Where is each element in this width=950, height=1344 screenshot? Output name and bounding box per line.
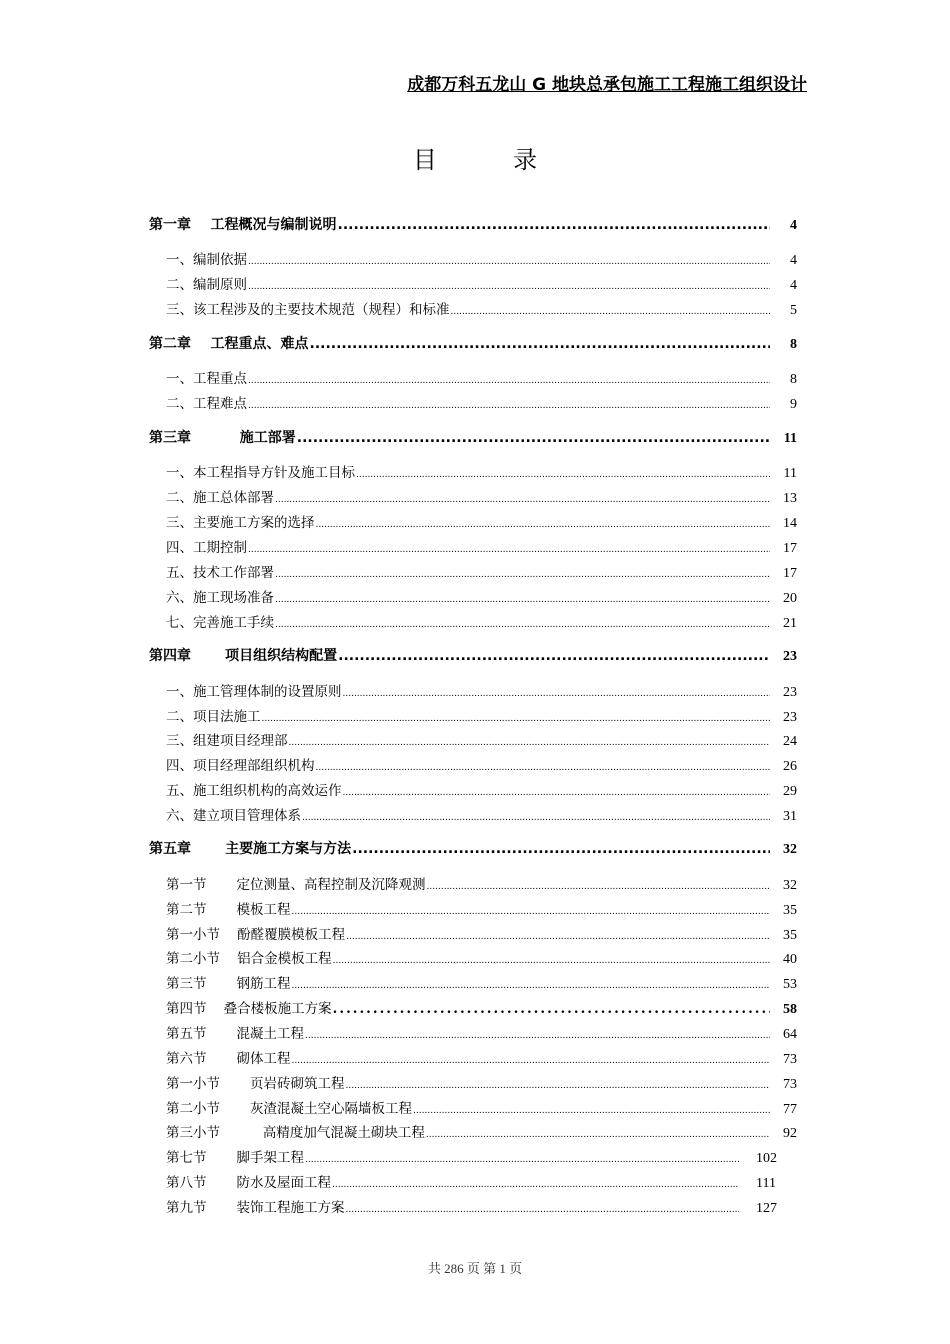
toc-entry-page-number: 40: [783, 952, 797, 967]
dot-leader: [333, 1001, 770, 1017]
toc-entry-label: 第六节 砌体工程: [166, 1051, 291, 1067]
toc-section-entry[interactable]: [166, 705, 797, 727]
dot-leader: [343, 788, 771, 798]
toc-entry-label: 第四章 项目组织结构配置: [149, 648, 338, 664]
toc-entry-page-number: 35: [783, 903, 797, 918]
toc-entry-page-number: 11: [783, 466, 797, 481]
toc-section-entry[interactable]: [166, 972, 797, 994]
dot-leader: [248, 376, 770, 386]
toc-entry-label: 一、工程重点: [166, 371, 247, 387]
toc-entry-page-number: 14: [783, 516, 797, 531]
toc-entry-page-number: 23: [783, 685, 797, 700]
toc-section-entry[interactable]: [166, 298, 797, 320]
toc-section-entry[interactable]: [166, 1121, 797, 1143]
dot-leader: [310, 336, 771, 352]
toc-entry-label: 第五节 混凝土工程: [166, 1026, 305, 1042]
toc-section-entry[interactable]: [166, 248, 797, 270]
toc-entry-page-number: 8: [790, 337, 797, 352]
dot-leader: [262, 714, 771, 724]
toc-entry-label: 二、项目法施工: [166, 709, 261, 725]
toc-section-entry[interactable]: [166, 729, 797, 751]
toc-entry-label: 第二节 模板工程: [166, 902, 291, 918]
toc-entry-page-number: 24: [783, 734, 797, 749]
toc-entry-page-number: 111: [756, 1176, 776, 1191]
toc-entry-page-number: 4: [790, 253, 797, 268]
toc-section-entry[interactable]: [166, 923, 797, 945]
toc-entry-label: 三、该工程涉及的主要技术规范（规程）和标准: [166, 302, 450, 318]
toc-section-entry[interactable]: [166, 804, 797, 826]
dot-leader: [352, 841, 770, 857]
page-footer: 共 286 页 第 1 页: [427, 1261, 523, 1276]
toc-section-entry[interactable]: [166, 1171, 792, 1193]
toc-section-entry[interactable]: [166, 1196, 792, 1218]
toc-entry-label: 一、施工管理体制的设置原则: [166, 684, 342, 700]
toc-section-entry[interactable]: [166, 392, 797, 414]
dot-leader: [275, 495, 770, 505]
toc-entry-label: 四、项目经理部组织机构: [166, 758, 315, 774]
toc-entry-page-number: 5: [790, 303, 797, 318]
toc-entry-label: 二、工程难点: [166, 396, 247, 412]
dot-leader: [427, 882, 770, 892]
toc-entry-label: 第一小节 页岩砖砌筑工程: [166, 1076, 345, 1092]
toc-entry-label: 六、施工现场准备: [166, 590, 274, 606]
toc-section-entry[interactable]: [166, 273, 797, 295]
toc-section-entry[interactable]: [166, 1022, 797, 1044]
toc-section-entry[interactable]: [166, 754, 797, 776]
dot-leader: [275, 620, 770, 630]
dot-leader: [346, 1081, 770, 1091]
toc-section-entry[interactable]: [166, 997, 797, 1019]
toc-section-entry[interactable]: [166, 611, 797, 633]
toc-entry-label: 第二小节 铝合金模板工程: [166, 951, 332, 967]
toc-entry-page-number: 32: [783, 842, 797, 857]
toc-entry-page-number: 102: [756, 1151, 777, 1166]
toc-entry-label: 第三节 钢筋工程: [166, 976, 291, 992]
toc-entry-label: 五、施工组织机构的高效运作: [166, 783, 342, 799]
dot-leader: [305, 1155, 739, 1165]
toc-entry-page-number: 77: [783, 1102, 797, 1117]
dot-leader: [451, 307, 771, 317]
toc-entry-page-number: 29: [783, 784, 797, 799]
toc-section-entry[interactable]: [166, 367, 797, 389]
dot-leader: [248, 257, 770, 267]
toc-entry-label: 第一小节 酚醛覆膜模板工程: [166, 927, 346, 943]
toc-entry-label: 第四节 叠合楼板施工方案: [166, 1001, 332, 1017]
toc-entry-label: 第一章 工程概况与编制说明: [149, 217, 337, 233]
toc-entry-label: 第三小节 高精度加气混凝土砌块工程: [166, 1125, 425, 1141]
toc-entry-page-number: 17: [783, 541, 797, 556]
toc-entry-page-number: 32: [783, 878, 797, 893]
toc-entry-page-number: 17: [783, 566, 797, 581]
dot-leader: [297, 430, 770, 446]
dot-leader: [248, 545, 770, 555]
toc-entry-page-number: 11: [783, 431, 797, 446]
toc-entry-page-number: 26: [783, 759, 797, 774]
dot-leader: [332, 1180, 739, 1190]
toc-section-entry[interactable]: [166, 1146, 792, 1168]
toc-entry-page-number: 127: [756, 1201, 777, 1216]
toc-entry-label: 三、组建项目经理部: [166, 733, 288, 749]
dot-leader: [248, 282, 770, 292]
dot-leader: [338, 648, 770, 664]
dot-leader: [426, 1130, 770, 1140]
toc-section-entry[interactable]: [166, 873, 797, 895]
toc-entry-page-number: 53: [783, 977, 797, 992]
toc-entry-label: 六、建立项目管理体系: [166, 808, 301, 824]
toc-entry-page-number: 13: [783, 491, 797, 506]
toc-entry-label: 七、完善施工手续: [166, 615, 274, 631]
toc-chapter-entry[interactable]: [149, 333, 797, 355]
toc-section-entry[interactable]: [166, 586, 797, 608]
toc-entry-label: 第九节 装饰工程施工方案: [166, 1200, 345, 1216]
toc-section-entry[interactable]: [166, 511, 797, 533]
toc-entry-label: 第八节 防水及屋面工程: [166, 1175, 332, 1191]
toc-entry-label: 三、主要施工方案的选择: [166, 515, 315, 531]
toc-section-entry[interactable]: [166, 461, 797, 483]
toc-entry-page-number: 58: [783, 1002, 797, 1017]
toc-title: 目 录: [412, 146, 538, 174]
toc-entry-page-number: 20: [783, 591, 797, 606]
toc-entry-page-number: 23: [783, 710, 797, 725]
toc-entry-label: 二、编制原则: [166, 277, 247, 293]
dot-leader: [302, 813, 770, 823]
dot-leader: [333, 956, 770, 966]
dot-leader: [343, 689, 771, 699]
toc-section-entry[interactable]: [166, 680, 797, 702]
toc-entry-page-number: 4: [790, 218, 797, 233]
toc-section-entry[interactable]: [166, 779, 797, 801]
toc-entry-label: 第三章 施工部署: [149, 430, 296, 446]
toc-entry-label: 二、施工总体部署: [166, 490, 274, 506]
toc-entry-label: 一、本工程指导方针及施工目标: [166, 465, 355, 481]
toc-entry-page-number: 92: [783, 1126, 797, 1141]
toc-entry-label: 四、工期控制: [166, 540, 247, 556]
dot-leader: [275, 595, 770, 605]
dot-leader: [275, 570, 770, 580]
toc-entry-label: 第一节 定位测量、高程控制及沉降观测: [166, 877, 426, 893]
dot-leader: [316, 763, 771, 773]
toc-section-entry[interactable]: [166, 1047, 797, 1069]
toc-entry-label: 第五章 主要施工方案与方法: [149, 841, 352, 857]
dot-leader: [289, 738, 771, 748]
toc-entry-page-number: 23: [783, 649, 797, 664]
toc-chapter-entry[interactable]: [149, 427, 797, 449]
dot-leader: [305, 1031, 770, 1041]
toc-entry-label: 五、技术工作部署: [166, 565, 274, 581]
toc-entry-label: 一、编制依据: [166, 252, 247, 268]
toc-entry-page-number: 9: [790, 397, 797, 412]
toc-entry-page-number: 31: [783, 809, 797, 824]
dot-leader: [292, 907, 770, 917]
dot-leader: [292, 981, 770, 991]
dot-leader: [346, 932, 770, 942]
toc-chapter-entry[interactable]: [149, 645, 797, 667]
toc-entry-label: 第二章 工程重点、难点: [149, 336, 309, 352]
toc-section-entry[interactable]: [166, 898, 797, 920]
toc-entry-page-number: 8: [790, 372, 797, 387]
toc-section-entry[interactable]: [166, 947, 797, 969]
toc-entry-label: 第二小节 灰渣混凝土空心隔墙板工程: [166, 1101, 413, 1117]
toc-section-entry[interactable]: [166, 1097, 797, 1119]
toc-entry-page-number: 73: [783, 1052, 797, 1067]
dot-leader: [292, 1056, 770, 1066]
toc-section-entry[interactable]: [166, 561, 797, 583]
document-header-title: 成都万科五龙山 G 地块总承包施工工程施工组织设计: [407, 75, 807, 95]
toc-chapter-entry[interactable]: [149, 214, 797, 236]
dot-leader: [338, 217, 771, 233]
toc-chapter-entry[interactable]: [149, 838, 797, 860]
toc-section-entry[interactable]: [166, 536, 797, 558]
toc-section-entry[interactable]: [166, 486, 797, 508]
toc-entry-page-number: 73: [783, 1077, 797, 1092]
dot-leader: [356, 470, 770, 480]
toc-entry-label: 第七节 脚手架工程: [166, 1150, 305, 1166]
dot-leader: [413, 1106, 770, 1116]
dot-leader: [316, 520, 771, 530]
dot-leader: [346, 1205, 739, 1215]
dot-leader: [248, 401, 770, 411]
toc-section-entry[interactable]: [166, 1072, 797, 1094]
toc-entry-page-number: 64: [783, 1027, 797, 1042]
toc-entry-page-number: 35: [783, 928, 797, 943]
toc-entry-page-number: 4: [790, 278, 797, 293]
toc-entry-page-number: 21: [783, 616, 797, 631]
